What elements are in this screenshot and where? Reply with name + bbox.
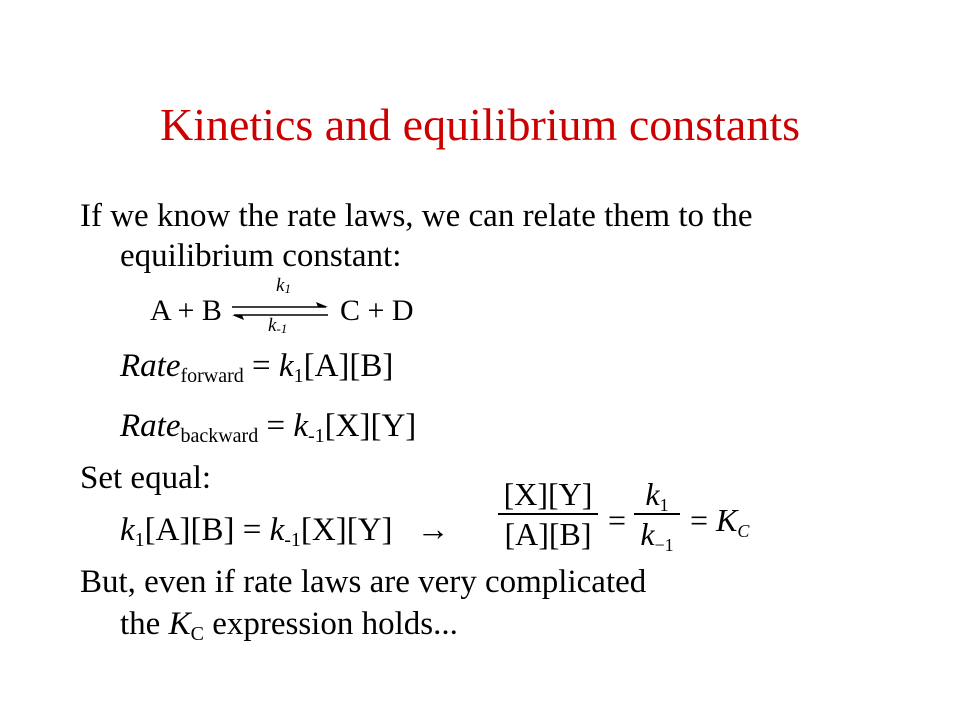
intro-line-2: equilibrium constant: (120, 238, 402, 274)
set-equal-label: Set equal: (80, 460, 212, 496)
reaction-equation (150, 272, 430, 336)
fraction-bar (634, 513, 680, 515)
equality-equation (120, 512, 450, 551)
rate-constant-subscript: -1 (284, 529, 301, 551)
equals-sign: = (243, 348, 279, 384)
concentration-term: [A][B] (303, 348, 394, 384)
implies-arrow-icon: → (416, 512, 450, 548)
concentration-term: [X][Y] (300, 512, 393, 548)
rate-backward-equation (120, 408, 417, 447)
rate-constant: k (278, 348, 294, 384)
reactants: A + B (150, 294, 222, 327)
intro-line-1: If we know the rate laws, we can relate them to the (80, 198, 753, 234)
rate-constant: k (120, 512, 135, 548)
rate-word: Rate (120, 348, 181, 384)
rate-constant-subscript: 1 (293, 365, 304, 387)
rate-backward-subscript: backward (180, 425, 259, 447)
concentration-fraction (498, 478, 598, 550)
k-backward-label: $k_{-1}$ (268, 315, 288, 336)
conclusion-line-1: But, even if rate laws are very complicated (80, 564, 647, 600)
rate-constant-fraction (634, 476, 680, 555)
rate-constant: k (293, 408, 308, 444)
fraction-denominator: $k_{-1}$ (640, 516, 674, 555)
rate-forward-equation (120, 348, 394, 387)
equals-sign: = (258, 408, 294, 444)
kc-subscript: C (190, 623, 204, 645)
equilibrium-constant-expression (498, 478, 758, 568)
equals-sign: = (608, 502, 627, 538)
kc-symbol: $K_C$ (716, 502, 750, 541)
fraction-bar (498, 513, 598, 515)
fraction-numerator: $k_1$ (645, 476, 669, 515)
slide-title: Kinetics and equilibrium constants (159, 99, 801, 150)
concentration-term: [X][Y] (324, 408, 417, 444)
rate-forward-subscript: forward (180, 365, 244, 387)
rate-constant-subscript: -1 (308, 425, 325, 447)
k-forward-label: $k_1$ (276, 275, 291, 296)
rate-word: Rate (120, 408, 181, 444)
equals-sign: = (690, 502, 709, 538)
rate-constant-subscript: 1 (134, 529, 145, 551)
fraction-numerator: [X][Y] (503, 476, 593, 512)
conclusion-prefix: the (120, 606, 169, 642)
concentration-term: [A][B] (144, 512, 235, 548)
conclusion-suffix: expression holds... (203, 606, 458, 642)
rate-constant: k (269, 512, 285, 548)
equals-sign: = (234, 512, 270, 548)
fraction-denominator: [A][B] (504, 516, 592, 552)
products: C + D (340, 294, 414, 327)
kc-symbol: K (168, 606, 191, 642)
conclusion-line-2 (120, 606, 458, 645)
